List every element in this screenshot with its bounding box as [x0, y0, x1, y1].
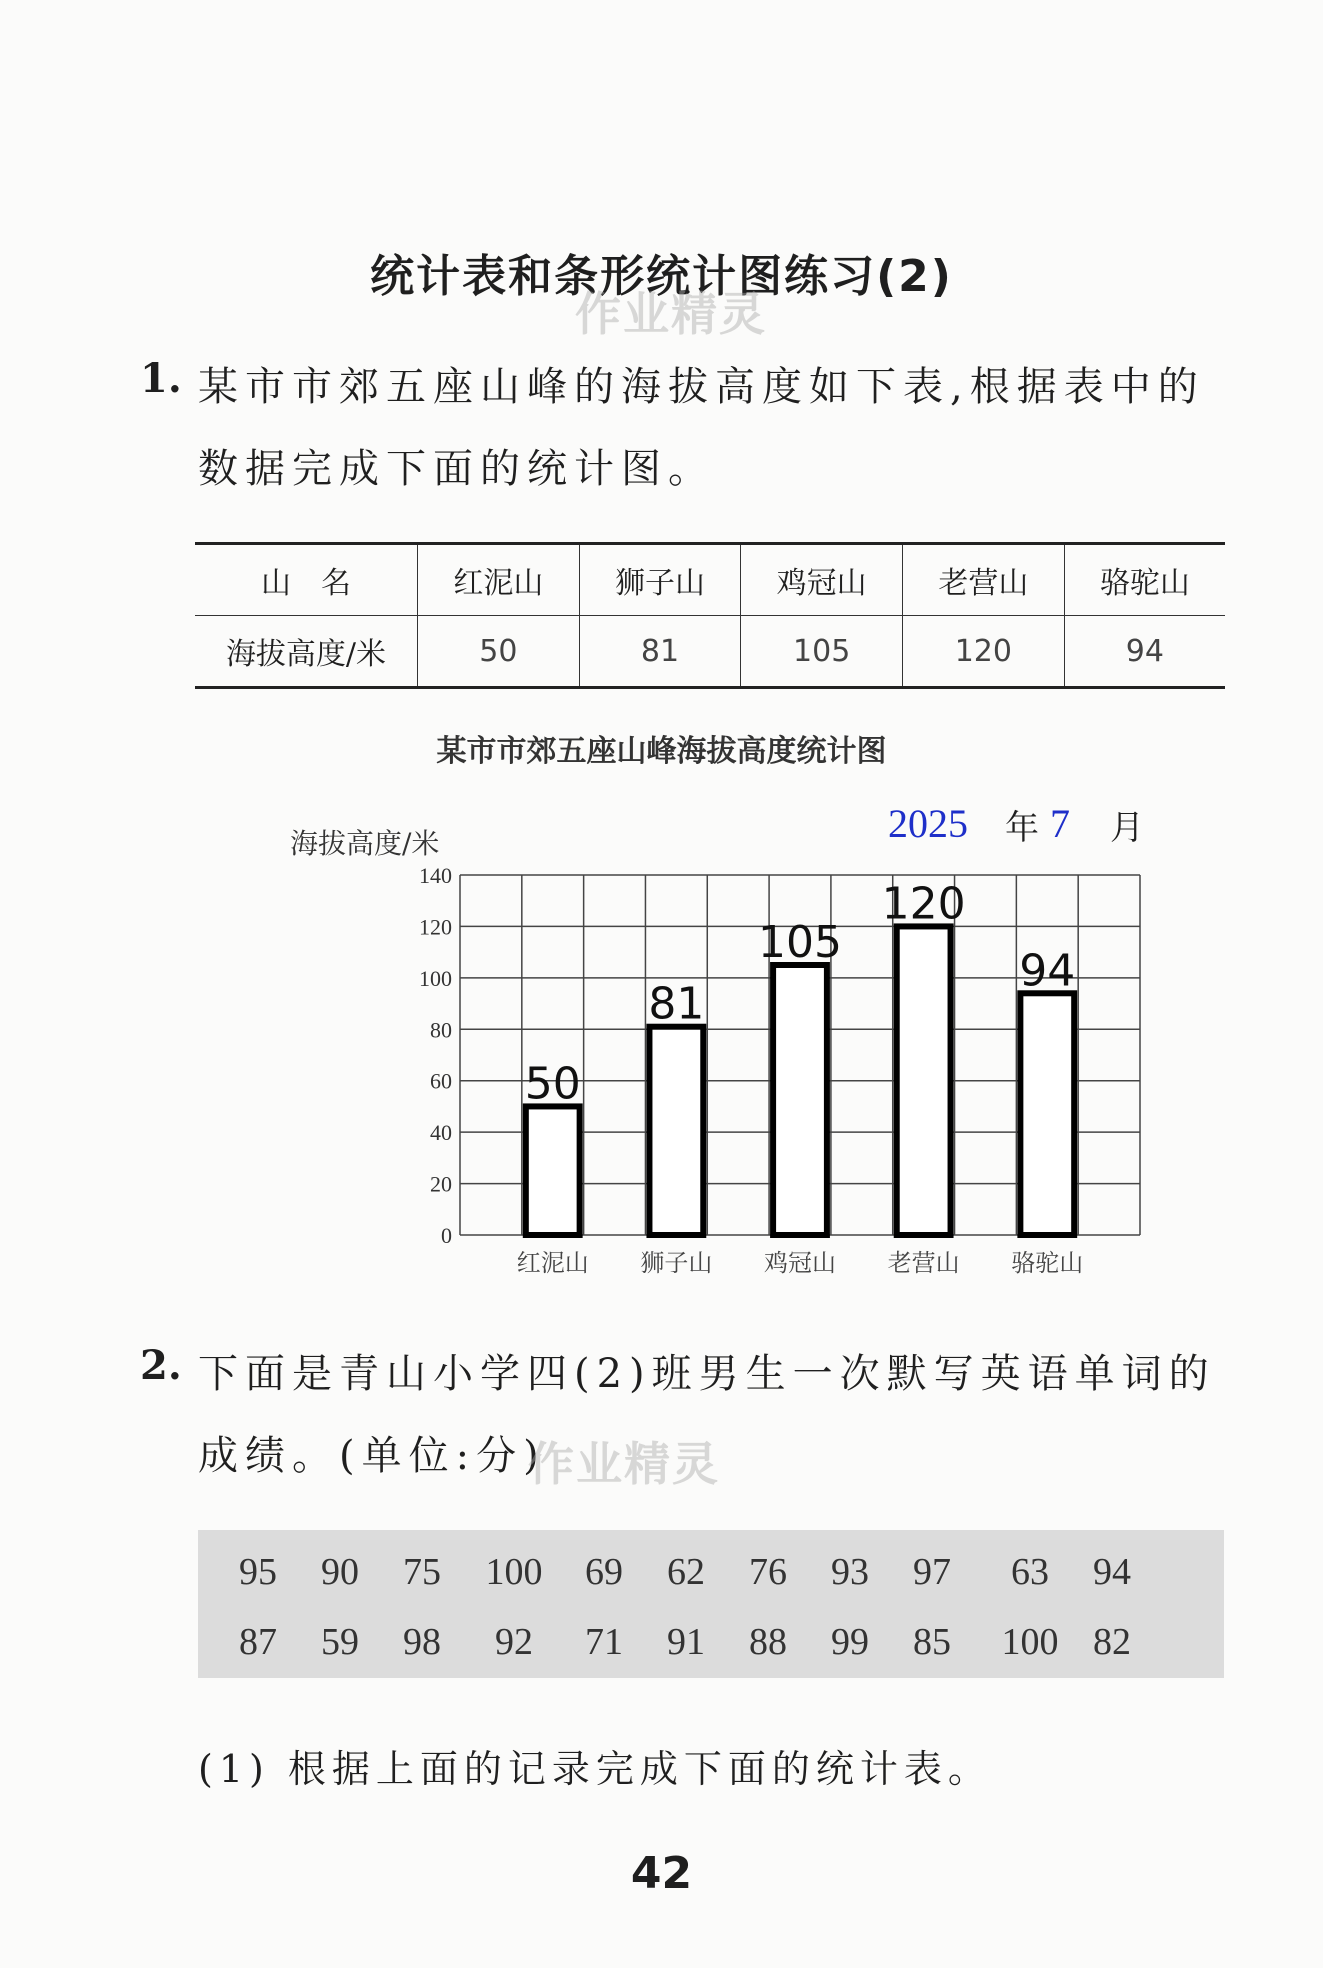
section-title: 统计表和条形统计图练习(2)	[370, 251, 953, 302]
score-value: 97	[913, 1551, 951, 1593]
score-value: 99	[831, 1621, 869, 1663]
table-cell-height: 81	[579, 616, 741, 688]
table-cell-height: 94	[1064, 616, 1225, 688]
table-cell-name: 骆驼山	[1064, 544, 1225, 616]
score-value: 62	[667, 1551, 705, 1593]
sub-question-1: (1) 根据上面的记录完成下面的统计表。	[198, 1747, 992, 1791]
bar-chart	[380, 855, 1180, 1305]
question-1-number: 1.	[140, 355, 182, 402]
score-value: 91	[667, 1621, 705, 1663]
date-year	[888, 800, 968, 847]
score-value: 69	[585, 1551, 623, 1593]
bar-data-label: 81	[648, 978, 705, 1030]
table-cell-height: 120	[903, 616, 1065, 688]
bar	[1020, 993, 1074, 1235]
date-month	[1050, 800, 1070, 847]
table-cell-name: 狮子山	[579, 544, 741, 616]
y-tick-label: 140	[419, 863, 452, 888]
question-1-line-2: 数据完成下面的统计图。	[198, 446, 715, 492]
score-value: 94	[1093, 1551, 1131, 1593]
score-value: 59	[321, 1621, 359, 1663]
score-value: 76	[749, 1551, 787, 1593]
chart-x-ticks	[517, 1249, 1084, 1277]
score-value: 71	[585, 1621, 623, 1663]
score-value: 88	[749, 1621, 787, 1663]
score-value: 92	[495, 1621, 533, 1663]
y-tick-label: 120	[419, 914, 452, 940]
bar	[649, 1027, 703, 1235]
date-year-unit: 年	[1005, 808, 1039, 848]
score-value: 63	[1011, 1551, 1049, 1593]
bar	[897, 926, 951, 1235]
x-tick-label: 狮子山	[640, 1249, 713, 1277]
score-value: 95	[239, 1551, 277, 1593]
bar-data-label: 50	[524, 1058, 581, 1110]
y-tick-label: 100	[419, 965, 452, 991]
y-tick-label: 80	[430, 1017, 452, 1043]
score-value: 87	[239, 1621, 277, 1663]
x-tick-label: 鸡冠山	[764, 1249, 836, 1277]
watermark: 作业精灵	[575, 287, 767, 341]
bar-data-label: 94	[1019, 945, 1076, 997]
question-2-number: 2.	[140, 1342, 182, 1389]
chart-y-ticks	[419, 863, 452, 1248]
question-2-line-1: 下面是青山小学四(2)班男生一次默写英语单词的	[198, 1351, 1216, 1397]
bar	[773, 965, 827, 1235]
date-year-value: 2025	[888, 801, 968, 846]
x-tick-label: 红泥山	[516, 1249, 589, 1277]
score-value: 100	[485, 1551, 543, 1593]
table-cell-name: 红泥山	[418, 544, 580, 616]
y-tick-label: 40	[430, 1120, 452, 1146]
table-header-row	[195, 544, 1225, 616]
table-row-label: 海拔高度/米	[195, 616, 418, 688]
bar-data-label: 120	[881, 878, 966, 930]
score-value: 100	[1001, 1621, 1059, 1663]
table-cell-height: 105	[741, 616, 903, 688]
score-record-box	[198, 1530, 1224, 1678]
score-value: 90	[321, 1551, 359, 1593]
page-number: 42	[630, 1848, 693, 1899]
y-tick-label: 0	[441, 1223, 452, 1248]
question-2-line-2: 成绩。(单位:分)	[198, 1433, 546, 1479]
y-tick-label: 60	[430, 1068, 452, 1094]
chart-title: 某市市郊五座山峰海拔高度统计图	[436, 734, 887, 769]
score-value: 82	[1093, 1621, 1131, 1663]
question-1-line-1: 某市市郊五座山峰的海拔高度如下表,根据表中的	[198, 364, 1205, 410]
x-tick-label: 骆驼山	[1011, 1249, 1084, 1277]
table-header-label: 山 名	[195, 544, 418, 616]
score-value: 93	[831, 1551, 869, 1593]
y-tick-label: 20	[430, 1171, 452, 1197]
score-value: 85	[913, 1621, 951, 1663]
score-value: 98	[403, 1621, 441, 1663]
date-month-value: 7	[1050, 801, 1070, 846]
x-tick-label: 老营山	[887, 1249, 960, 1277]
table-cell-name: 老营山	[903, 544, 1065, 616]
bar	[526, 1106, 580, 1235]
bar-data-label: 105	[758, 917, 842, 968]
altitude-table	[195, 542, 1225, 689]
table-value-row	[195, 616, 1225, 688]
table-cell-height: 50	[418, 616, 580, 688]
score-value: 75	[403, 1551, 441, 1593]
chart-y-axis-label: 海拔高度/米	[290, 827, 440, 860]
watermark: 作业精灵	[528, 1437, 720, 1491]
table-cell-name: 鸡冠山	[741, 544, 903, 616]
date-month-unit: 月	[1110, 808, 1144, 848]
